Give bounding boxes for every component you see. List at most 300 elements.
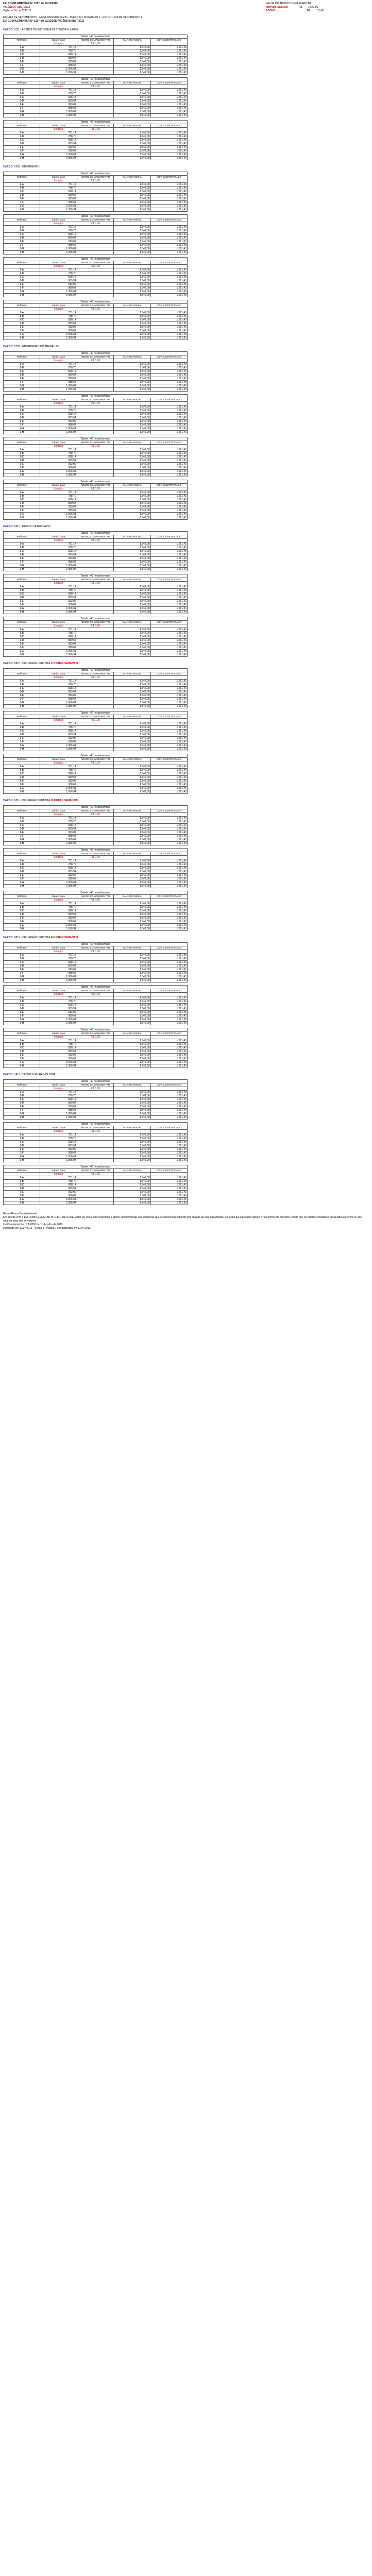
salary-cell: 913,02 — [40, 694, 77, 698]
table-row — [4, 740, 188, 744]
ref-cell: 1-B — [4, 315, 40, 318]
table-row — [4, 107, 188, 110]
abono-cell — [77, 226, 113, 229]
abono-cell — [77, 363, 113, 366]
total-cell: 1.661,43 — [150, 279, 187, 283]
table-header-cell: SALÁRIO INICIAL — [114, 578, 150, 582]
total-cell: 1.661,43 — [150, 1014, 187, 1018]
total-cell: 1.661,43 — [150, 294, 187, 297]
table-header-cell: ABONO COMPLEMENTAR — [77, 1126, 113, 1130]
table-subheader-cell — [4, 265, 40, 268]
abono-cell — [77, 89, 113, 92]
salary-cell: 751,14 — [40, 131, 77, 135]
table-row — [4, 67, 188, 71]
salary-cell: 869,54 — [40, 374, 77, 377]
table-header-cell: Ref/Grau — [4, 809, 40, 813]
cargo-heading — [3, 799, 369, 803]
table-row — [4, 653, 188, 657]
table-row — [4, 194, 188, 197]
table-row — [4, 46, 188, 49]
table-subheader-cell: R$ 0,00 — [77, 265, 113, 268]
table-header-cell: SALÁRIO INICIAL — [114, 39, 150, 42]
ref-cell: 1-B — [4, 863, 40, 867]
table-subheader-cell: R$ 0,00 — [77, 85, 113, 89]
ref-cell: 1-A — [4, 1176, 40, 1180]
total-cell: 1.661,43 — [150, 1176, 187, 1180]
ref-cell: 1-E — [4, 283, 40, 286]
total-cell: 1.661,43 — [150, 64, 187, 67]
table-header-cell: Salário base — [40, 176, 77, 179]
table-subheader-cell: R$ 0,00 — [77, 539, 113, 543]
table-subheader-cell — [114, 487, 150, 491]
total-cell: 1.661,43 — [150, 769, 187, 772]
ref-cell: 1-G — [4, 290, 40, 294]
initial-cell: 1.542,00 — [114, 149, 150, 153]
table-subheader-cell — [4, 1036, 40, 1039]
table-header-cell: Salário base — [40, 39, 77, 42]
table-row — [4, 870, 188, 874]
table-row — [4, 1000, 188, 1004]
table-title: Tabela - 40 horas/semana — [4, 172, 188, 176]
salary-table — [3, 531, 188, 571]
total-cell: 1.661,43 — [150, 870, 187, 874]
salary-cell: 958,67 — [40, 149, 77, 153]
abono-cell — [77, 463, 113, 466]
abono-cell — [77, 694, 113, 698]
initial-cell: 1.542,00 — [114, 744, 150, 748]
table-row — [4, 431, 188, 434]
abono-cell — [77, 968, 113, 972]
salary-cell: 1.006,61 — [40, 744, 77, 748]
table-subheader-cell — [114, 1087, 150, 1091]
abono-cell — [77, 787, 113, 790]
salary-cell: 828,14 — [40, 1046, 77, 1050]
table-header-cell: Ref/Grau — [4, 946, 40, 950]
initial-cell: 1.542,00 — [114, 197, 150, 201]
salary-cell: 828,14 — [40, 1183, 77, 1187]
ref-cell: 1-F — [4, 64, 40, 67]
table-header-cell: 100% C/CERTIFICADO — [150, 355, 187, 359]
abono-cell — [77, 326, 113, 329]
initial-cell: 1.542,00 — [114, 827, 150, 831]
table-subheader-cell — [150, 445, 187, 448]
table-row — [4, 600, 188, 603]
initial-cell: 1.542,00 — [114, 842, 150, 845]
abono-cell — [77, 790, 113, 794]
total-cell: 1.661,43 — [150, 1094, 187, 1098]
abono-cell — [77, 1101, 113, 1105]
table-header-cell: Ref/Grau — [4, 535, 40, 539]
salary-table — [3, 985, 188, 1025]
salary-cell: 751,14 — [40, 996, 77, 1000]
ref-cell: 1-G — [4, 153, 40, 157]
table-title: Tabela - 40 horas/semana — [4, 300, 188, 304]
table-header-cell: SALÁRIO INICIAL — [114, 355, 150, 359]
total-cell: 1.661,43 — [150, 957, 187, 961]
initial-cell: 1.542,00 — [114, 110, 150, 114]
total-cell: 1.661,43 — [150, 1137, 187, 1141]
table-header-cell: 100% C/CERTIFICADO — [150, 621, 187, 624]
table-subheader-cell — [150, 308, 187, 311]
initial-cell: 1.542,00 — [114, 543, 150, 546]
cargo-name: 0236 - ENFERMEIRO — [13, 165, 40, 168]
salary-cell: 913,02 — [40, 831, 77, 835]
table-row — [4, 972, 188, 975]
abono-cell — [77, 1109, 113, 1112]
ref-cell: 1-H — [4, 979, 40, 982]
initial-cell: 1.542,00 — [114, 954, 150, 957]
table-row — [4, 1151, 188, 1155]
total-cell: 1.661,43 — [150, 455, 187, 459]
table-header-cell: Salário base — [40, 946, 77, 950]
table-header-cell: 100% C/CERTIFICADO — [150, 1126, 187, 1130]
abono-cell — [77, 870, 113, 874]
table-row — [4, 639, 188, 642]
table-header-cell: 100% C/CERTIFICADO — [150, 758, 187, 761]
ref-cell: 1-F — [4, 466, 40, 470]
table-row — [4, 769, 188, 772]
ref-cell: 1-H — [4, 653, 40, 657]
table-subheader-cell — [150, 42, 187, 46]
table-subheader-cell — [4, 856, 40, 859]
initial-cell: 1.542,00 — [114, 961, 150, 964]
ref-cell: 1-A — [4, 954, 40, 957]
ref-cell: 1-A — [4, 46, 40, 49]
abono-cell — [77, 557, 113, 561]
total-cell: 1.661,43 — [150, 972, 187, 975]
ref-cell: 1-G — [4, 975, 40, 979]
salary-cell: 869,54 — [40, 827, 77, 831]
table-row — [4, 1064, 188, 1068]
abono-cell — [77, 333, 113, 336]
total-cell: 1.661,43 — [150, 153, 187, 157]
table-subheader-cell — [4, 676, 40, 680]
table-header-cell: Salário base — [40, 441, 77, 445]
salary-cell: 913,02 — [40, 326, 77, 329]
initial-cell: 1.542,00 — [114, 1105, 150, 1109]
table-row — [4, 961, 188, 964]
table-subheader-cell — [150, 993, 187, 996]
initial-cell: 1.542,00 — [114, 642, 150, 646]
table-header-cell: Salário base — [40, 535, 77, 539]
table-header-cell: ABONO COMPLEMENTAR — [77, 758, 113, 761]
table-subheader-cell — [150, 128, 187, 131]
salary-cell: 828,14 — [40, 687, 77, 690]
ref-cell: 1-D — [4, 913, 40, 917]
table-subheader-cell — [114, 308, 150, 311]
salary-cell: 913,02 — [40, 737, 77, 740]
table-subheader-cell — [114, 899, 150, 902]
salary-cell: 828,14 — [40, 909, 77, 913]
table-row — [4, 99, 188, 103]
table-row — [4, 564, 188, 568]
salary-cell: 913,02 — [40, 283, 77, 286]
salary-cell: 1.056,94 — [40, 1201, 77, 1205]
table-row — [4, 370, 188, 374]
ref-cell: 1-B — [4, 409, 40, 413]
table-title-row — [4, 986, 188, 989]
initial-cell: 1.542,00 — [114, 244, 150, 247]
abono-cell — [77, 103, 113, 107]
initial-cell: 1.542,00 — [114, 568, 150, 571]
initial-cell: 1.542,00 — [114, 363, 150, 366]
table-header-cell: SALÁRIO INICIAL — [114, 261, 150, 265]
abono-cell — [77, 470, 113, 473]
table-header-cell: SALÁRIO INICIAL — [114, 441, 150, 445]
abono-cell — [77, 455, 113, 459]
ref-cell: 1-D — [4, 279, 40, 283]
table-subheader-cell — [114, 950, 150, 954]
initial-cell: 1.542,00 — [114, 322, 150, 326]
initial-cell: 1.542,00 — [114, 1151, 150, 1155]
salary-cell: 958,67 — [40, 972, 77, 975]
ref-cell: 1-B — [4, 272, 40, 276]
salary-cell: 788,70 — [40, 1137, 77, 1141]
abono-cell — [77, 374, 113, 377]
table-title: Tabela - 40 horas/semana — [4, 352, 188, 355]
table-title-row — [4, 711, 188, 715]
initial-cell: 1.542,00 — [114, 646, 150, 650]
table-title: Tabela - 40 horas/semana — [4, 532, 188, 535]
ref-cell: 1-H — [4, 748, 40, 751]
ref-cell: 1-D — [4, 553, 40, 557]
ref-cell: 1-G — [4, 247, 40, 251]
total-cell: 1.661,43 — [150, 924, 187, 927]
salary-cell: 1.056,94 — [40, 251, 77, 255]
salary-cell: 828,14 — [40, 190, 77, 194]
abono-cell — [77, 680, 113, 683]
abono-cell — [77, 405, 113, 409]
total-cell: 1.661,43 — [150, 1018, 187, 1022]
ref-cell: 1-E — [4, 874, 40, 877]
total-cell: 1.661,43 — [150, 49, 187, 53]
ref-cell: 1-D — [4, 416, 40, 420]
table-row — [4, 153, 188, 157]
total-cell: 1.661,43 — [150, 1098, 187, 1101]
initial-cell: 1.542,00 — [114, 190, 150, 194]
abono-cell — [77, 842, 113, 845]
ref-cell: 1-H — [4, 611, 40, 614]
salary-cell: 869,54 — [40, 279, 77, 283]
table-header-cell: Ref/Grau — [4, 304, 40, 308]
ref-cell: 1-B — [4, 769, 40, 772]
table-title-row — [4, 617, 188, 621]
ref-cell: 1-C — [4, 961, 40, 964]
table-subheader-cell: Lotação — [40, 813, 77, 817]
salary-cell: 913,02 — [40, 1105, 77, 1109]
table-row — [4, 592, 188, 596]
table-row — [4, 363, 188, 366]
ref-cell: 1-C — [4, 96, 40, 99]
abono-cell — [77, 187, 113, 190]
table-row — [4, 1105, 188, 1109]
table-row — [4, 64, 188, 67]
table-header-cell: Ref/Grau — [4, 1032, 40, 1036]
initial-cell: 1.542,00 — [114, 157, 150, 160]
abono-cell — [77, 1054, 113, 1057]
table-subheader-cell — [4, 85, 40, 89]
abono-cell — [77, 772, 113, 776]
ref-cell: 1-F — [4, 561, 40, 564]
abono-cell — [77, 49, 113, 53]
ref-cell: 1-G — [4, 744, 40, 748]
ref-cell: 1-A — [4, 183, 40, 187]
table-title: Tabela - 40 horas/semana — [4, 754, 188, 758]
table-header-cell: 100% C/CERTIFICADO — [150, 39, 187, 42]
abono-cell — [77, 244, 113, 247]
table-subheader-cell — [4, 487, 40, 491]
salary-cell: 828,14 — [40, 824, 77, 827]
table-row — [4, 783, 188, 787]
ref-cell: 1-A — [4, 311, 40, 315]
abono-cell — [77, 294, 113, 297]
table-header-row — [4, 1083, 188, 1087]
table-row — [4, 509, 188, 513]
salary-cell: 913,02 — [40, 1011, 77, 1014]
initial-cell: 1.542,00 — [114, 957, 150, 961]
salary-cell: 828,14 — [40, 1004, 77, 1007]
table-row — [4, 1198, 188, 1201]
table-row — [4, 1194, 188, 1198]
ref-cell: 1-H — [4, 516, 40, 520]
table-title: Tabela - 40 horas/semana — [4, 395, 188, 398]
ref-cell: 1-D — [4, 1187, 40, 1191]
table-subheader-row — [4, 1173, 188, 1176]
abono-cell — [77, 546, 113, 550]
total-cell: 1.661,43 — [150, 236, 187, 240]
cargo-name: 0238 - ENFERMEIRO DO TRABALHO — [13, 345, 59, 348]
ref-cell: 1-C — [4, 190, 40, 194]
table-header-row — [4, 441, 188, 445]
table-header-row — [4, 1169, 188, 1173]
total-cell: 1.661,43 — [150, 628, 187, 632]
cargo-code: CARGO: — [3, 165, 14, 168]
table-row — [4, 863, 188, 867]
initial-cell: 1.542,00 — [114, 680, 150, 683]
table-title: Tabela - 40 horas/semana — [4, 35, 188, 39]
initial-cell: 1.542,00 — [114, 1133, 150, 1137]
table-header-cell: Salário base — [40, 218, 77, 222]
table-header-cell: Salário base — [40, 81, 77, 85]
salary-table — [3, 668, 188, 708]
initial-cell: 1.542,00 — [114, 1148, 150, 1151]
ref-cell: 1-G — [4, 1061, 40, 1064]
salary-cell: 751,14 — [40, 628, 77, 632]
table-subheader-cell — [114, 222, 150, 226]
table-row — [4, 964, 188, 968]
abono-cell — [77, 290, 113, 294]
total-cell: 1.661,43 — [150, 388, 187, 392]
abono-cell — [77, 909, 113, 913]
table-title: Tabela - 40 horas/semana — [4, 258, 188, 261]
salary-cell: 751,14 — [40, 1091, 77, 1094]
total-cell: 1.661,43 — [150, 787, 187, 790]
table-row — [4, 561, 188, 564]
ref-cell: 1-F — [4, 1057, 40, 1061]
table-row — [4, 1191, 188, 1194]
total-cell: 1.661,43 — [150, 244, 187, 247]
table-row — [4, 283, 188, 286]
ref-cell: 1-F — [4, 1151, 40, 1155]
table-subheader-cell — [114, 676, 150, 680]
cargo-name: 0810 - CIRURGIÃO DENTISTA — [13, 662, 51, 665]
table-subheader-cell — [4, 402, 40, 405]
table-row — [4, 701, 188, 705]
ref-cell: 1-E — [4, 1011, 40, 1014]
initial-cell: 1.542,00 — [114, 607, 150, 611]
salary-cell: 869,54 — [40, 416, 77, 420]
ref-cell: 1-B — [4, 92, 40, 96]
table-title-row — [4, 849, 188, 852]
salary-cell: 751,14 — [40, 765, 77, 769]
ref-cell: 1-A — [4, 491, 40, 495]
table-row — [4, 1183, 188, 1187]
initial-cell: 1.542,00 — [114, 1176, 150, 1180]
salary-cell: 751,14 — [40, 226, 77, 229]
total-cell: 1.661,43 — [150, 286, 187, 290]
initial-cell: 1.542,00 — [114, 413, 150, 416]
cargo-label: 12 HORAS SEMANAIS — [50, 662, 78, 665]
table-row — [4, 197, 188, 201]
abono-cell — [77, 377, 113, 381]
table-subheader-cell — [150, 950, 187, 954]
initial-cell: 1.542,00 — [114, 131, 150, 135]
abono-cell — [77, 64, 113, 67]
initial-cell: 1.542,00 — [114, 874, 150, 877]
table-row — [4, 680, 188, 683]
abono-cell — [77, 495, 113, 498]
abono-cell — [77, 318, 113, 322]
total-cell: 1.661,43 — [150, 142, 187, 146]
total-cell: 1.661,43 — [150, 71, 187, 75]
table-row — [4, 820, 188, 824]
table-subheader-row — [4, 676, 188, 680]
initial-cell: 1.542,00 — [114, 279, 150, 283]
salary-cell: 751,14 — [40, 1039, 77, 1043]
table-row — [4, 996, 188, 1000]
ref-cell: 1-G — [4, 67, 40, 71]
table-header-row — [4, 304, 188, 308]
table-row — [4, 979, 188, 982]
salary-cell: 751,14 — [40, 311, 77, 315]
table-header-cell: SALÁRIO INICIAL — [114, 1126, 150, 1130]
ref-cell: 1-G — [4, 110, 40, 114]
ref-cell: 1-D — [4, 776, 40, 779]
abono-cell — [77, 420, 113, 423]
ref-cell: 1-G — [4, 838, 40, 842]
ref-cell: 1-B — [4, 726, 40, 730]
table-header-cell: Salário base — [40, 304, 77, 308]
table-header-cell: Ref/Grau — [4, 1126, 40, 1130]
salary-cell: 869,54 — [40, 1144, 77, 1148]
total-cell: 1.661,43 — [150, 902, 187, 906]
table-subheader-cell — [114, 359, 150, 363]
total-cell: 1.661,43 — [150, 459, 187, 463]
ref-cell: 1-A — [4, 902, 40, 906]
total-cell: 1.661,43 — [150, 772, 187, 776]
table-header-row — [4, 715, 188, 719]
total-cell: 1.661,43 — [150, 149, 187, 153]
salary-table — [3, 848, 188, 888]
cargo-heading — [3, 936, 369, 940]
initial-cell: 1.542,00 — [114, 650, 150, 653]
ref-cell: 1-A — [4, 859, 40, 863]
initial-cell: 1.542,00 — [114, 820, 150, 824]
table-subheader-cell: R$ 0,00 — [77, 487, 113, 491]
table-title-row — [4, 532, 188, 535]
section-law: LEI COMPLEMENTAR Nº 1217, de 02/11/2013 VIGÊNCIA 01/07/2013 — [3, 20, 84, 23]
initial-cell: 1.542,00 — [114, 867, 150, 870]
